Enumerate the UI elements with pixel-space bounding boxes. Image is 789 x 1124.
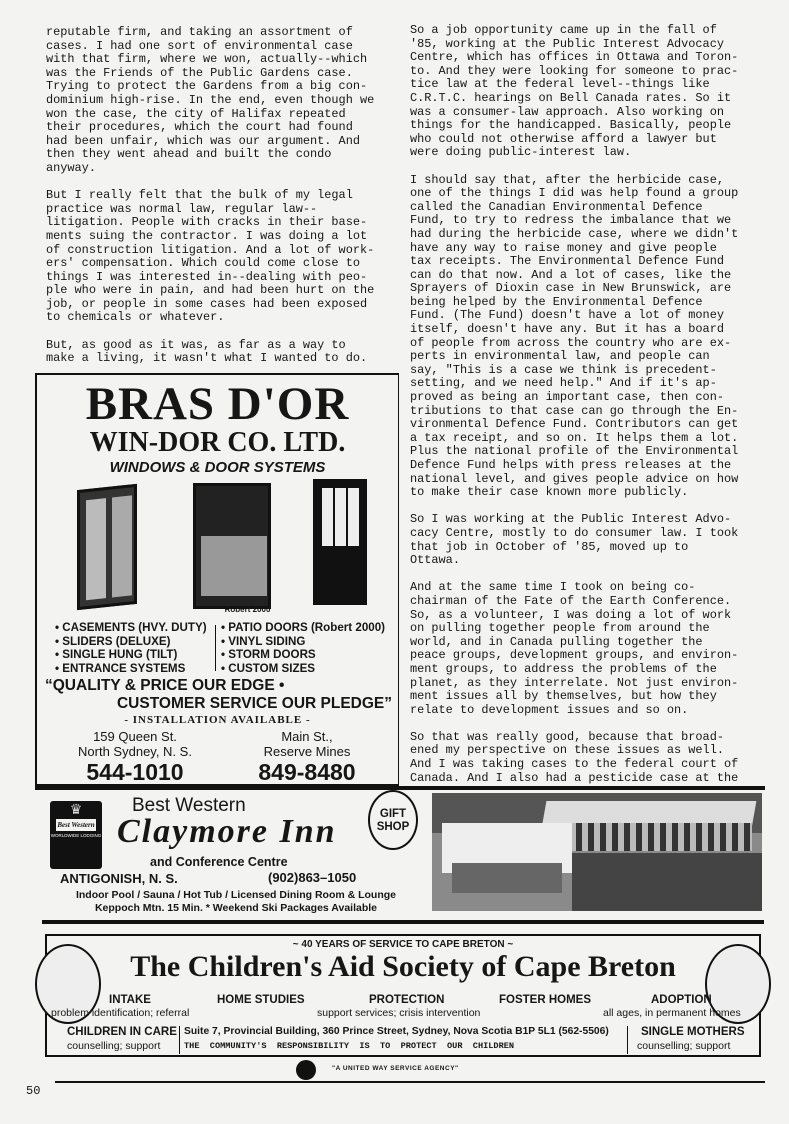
patio-door-image: [193, 483, 271, 609]
text-line: that job in October of '85, moved up to: [410, 539, 689, 554]
paragraph: [410, 581, 738, 717]
text-line: And at the same time I took on being co-: [410, 580, 696, 595]
amenities-line: Indoor Pool / Sauna / Hot Tub / Licensed Dining Room & Lounge: [75, 889, 397, 901]
text-line: cacy Centre, mostly to do consumer law. I took: [410, 525, 739, 540]
motto: THE COMMUNITY'S RESPONSIBILITY IS TO PROTECT OUR CHILDREN: [184, 1041, 515, 1051]
text-line: Trying to protect the Gardens from a big con-: [46, 79, 368, 94]
product-item: • SLIDERS (DELUXE): [55, 634, 171, 648]
service-desc: problem identification; referral: [51, 1007, 190, 1019]
text-line: perts in environmental law, and people can: [410, 349, 710, 364]
product-item: • ENTRANCE SYSTEMS: [55, 661, 186, 675]
street: 159 Queen St.: [93, 729, 177, 744]
amenities: [42, 889, 430, 915]
text-line: But, as good as it was, as far as a way to: [46, 337, 346, 352]
text-line: a tax receipt, and so on. It helps them a lot.: [410, 430, 739, 445]
text-line: called the Canadian Environmental Defence: [410, 199, 703, 214]
text-line: then they went ahead and built the condo: [46, 147, 332, 162]
text-line: But I really felt that the bulk of my legal: [46, 188, 353, 203]
text-line: to make their case known more publicly.: [410, 485, 689, 500]
united-way-note: "A UNITED WAY SERVICE AGENCY": [332, 1065, 459, 1072]
place: ANTIGONISH, N. S.: [60, 871, 178, 886]
text-line: C.R.T.C. hearings on Bell Canada rates. So it: [410, 90, 732, 105]
location-reserve-mines: [237, 729, 377, 785]
text-line: of people from across the country who are ex-: [410, 335, 732, 350]
text-line: say, "This is a case we think is precedent-: [410, 362, 717, 377]
text-line: being helped by the Environmental Defence: [410, 294, 703, 309]
text-line: Plus the national profile of the Environmental: [410, 444, 739, 459]
text-line: relate to development issues and so on.: [410, 702, 689, 717]
text-line: on pulling together people from around the: [410, 621, 710, 636]
text-line: can do that now. And a lot of cases, like the: [410, 267, 732, 282]
paragraph: [46, 189, 374, 325]
text-line: So a job opportunity came up in the fall of: [410, 23, 717, 37]
paragraph: [410, 24, 738, 160]
slogan-line-2: CUSTOMER SERVICE OUR PLEDGE”: [116, 695, 392, 712]
product-item: • CASEMENTS (HVY. DUTY): [55, 621, 207, 634]
paragraph: [410, 174, 738, 500]
section-rule: [42, 920, 764, 924]
location-north-sydney: [65, 729, 205, 785]
top-banner: ~ 40 YEARS OF SERVICE TO CAPE BRETON ~: [292, 939, 514, 950]
service-title: HOME STUDIES: [217, 994, 305, 1006]
text-line: dominium high-rise. In the end, even though we: [46, 92, 375, 107]
best-western-advertisement: [42, 795, 430, 917]
text-line: tice law at the federal level--things like: [410, 77, 710, 92]
service-title: FOSTER HOMES: [499, 994, 592, 1006]
section-rule: [55, 1081, 765, 1083]
service-title: ADOPTION: [651, 994, 712, 1006]
text-line: Fund, to try to redress the imbalance that we: [410, 213, 732, 228]
text-line: chairman of the Fate of the Earth Conference.: [410, 593, 732, 608]
text-line: '85, working at the Public Interest Advocacy: [410, 36, 724, 51]
text-line: who could not otherwise afford a lawyer but: [410, 131, 717, 146]
extras-line: Keppoch Mtn. 15 Min. * Weekend Ski Packages Available: [94, 902, 378, 914]
text-line: national level, and gives people advice on how: [410, 471, 739, 486]
text-line: ers' compensation. Which could come close to: [46, 256, 360, 271]
street: Main St.,: [281, 729, 333, 744]
text-line: with that firm, where we won, actually--which: [46, 52, 368, 67]
text-line: litigation. People with cracks in their base-: [46, 215, 368, 230]
text-line: Canada. And I also had a pesticide case at the: [410, 770, 739, 785]
childrens-aid-advertisement: [45, 934, 761, 1057]
text-line: had been unfair, which was our argument. And: [46, 133, 360, 148]
ad-subtitle: WIN-DOR CO. LTD.: [89, 427, 346, 458]
brand: Best Western: [132, 795, 246, 816]
ad-title: BRAS D'OR: [85, 378, 350, 430]
service-desc: support services; crisis intervention: [317, 1007, 481, 1019]
town: Reserve Mines: [263, 744, 351, 759]
ad-tagline: WINDOWS & DOOR SYSTEMS: [109, 459, 326, 476]
text-line: ple who were in pain, and had been hurt on the: [46, 283, 375, 298]
text-line: Fund. (The Fund) doesn't have a lot of money: [410, 308, 724, 323]
product-item: • CUSTOM SIZES: [221, 661, 316, 675]
inn-sub: and Conference Centre: [150, 855, 288, 869]
united-way-logo-icon: [296, 1060, 316, 1080]
text-line: have any way to raise money and give people: [410, 240, 717, 255]
text-line: their procedures, which the court had found: [46, 120, 353, 135]
text-line: setting, and we need help." And if it's ap-: [410, 376, 717, 391]
text-line: to. And they were looking for someone to prac-: [410, 63, 739, 78]
text-line: things I was interested in--dealing with peo-: [46, 269, 368, 284]
paragraph: [410, 731, 738, 785]
text-line: planet, as they interrelate. Not just environ-: [410, 675, 739, 690]
text-line: I should say that, after the herbicide case,: [410, 172, 724, 187]
address: Suite 7, Provincial Building, 360 Prince Street, Sydney, Nova Scotia B1P 5L1 (562-5506): [184, 1026, 609, 1037]
article-right-column: [410, 24, 738, 799]
text-line: had during the herbicide case, where we didn't: [410, 226, 739, 241]
product-item: • PATIO DOORS (Robert 2000): [221, 621, 386, 634]
inn-name: Claymore Inn: [117, 813, 337, 850]
text-line: reputable firm, and taking an assortment of: [46, 25, 353, 39]
text-line: peace groups, development groups, and environ-: [410, 648, 739, 663]
products-left: [55, 621, 207, 675]
products-right: [221, 621, 385, 675]
service-title: INTAKE: [109, 994, 151, 1006]
text-line: And I was taking cases to the federal court of: [410, 757, 739, 772]
text-line: itself, doesn't have any. But it has a board: [410, 322, 724, 337]
text-line: So I was working at the Public Interest Advo-: [410, 512, 732, 527]
text-line: job, or people in some cases had been exposed: [46, 296, 368, 311]
image-caption: Robert 2000: [224, 605, 271, 614]
text-line: practice was normal law, regular law--: [46, 201, 318, 216]
text-line: make a living, it wasn't what I wanted to do.: [46, 351, 368, 366]
crown-icon: ♛: [69, 801, 83, 817]
section-rule: [35, 786, 765, 790]
text-line: ment groups, to address the problems of the: [410, 661, 717, 676]
mothers-desc: counselling; support: [637, 1040, 731, 1052]
text-line: proved as being an important case, then con-: [410, 390, 724, 405]
text-line: things for the handicapped. Basically, people: [410, 118, 732, 133]
mothers-title: SINGLE MOTHERS: [641, 1026, 745, 1038]
divider: [179, 1026, 180, 1054]
paragraph: [410, 513, 738, 567]
text-line: was the Friends of the Public Gardens case.: [46, 65, 353, 80]
text-line: one of the things I did was help found a group: [410, 186, 739, 201]
text-line: Sprayers of Dioxin case in New Brunswick, are: [410, 281, 732, 296]
text-line: was a consumer-law approach. Also working on: [410, 104, 724, 119]
paragraph: [46, 26, 374, 176]
service-title: PROTECTION: [369, 994, 445, 1006]
text-line: Centre, which has offices in Ottawa and Toron-: [410, 50, 739, 65]
product-item: • VINYL SIDING: [221, 634, 306, 648]
paragraph: [46, 339, 374, 366]
phone: 544-1010: [86, 759, 184, 785]
text-line: So that was really good, because that broad-: [410, 729, 724, 744]
text-line: cases. I had one sort of environmental case: [46, 38, 353, 53]
text-line: ened my perspective on these issues as well.: [410, 743, 724, 758]
product-item: • SINGLE HUNG (TILT): [55, 648, 178, 661]
text-line: So, as a volunteer, I was doing a lot of work: [410, 607, 732, 622]
text-line: world, and in Canada pulling together the: [410, 634, 703, 649]
text-line: Ottawa.: [410, 553, 460, 568]
service-desc: all ages, in permanent homes: [603, 1007, 741, 1019]
society-name: The Children's Aid Society of Cape Breton: [130, 950, 676, 983]
article-left-column: [46, 26, 374, 379]
phone: 849-8480: [258, 759, 356, 785]
casement-window-image: [77, 484, 137, 610]
text-line: anyway.: [46, 160, 96, 175]
divider: [215, 625, 216, 671]
gift-shop-badge: GIFT SHOP: [368, 790, 418, 850]
best-western-logo: ♛ Best Western WORLDWIDE LODGING: [50, 801, 102, 869]
page-number: 50: [26, 1084, 41, 1098]
text-line: tax receipts. The Environmental Defence Fund: [410, 254, 724, 269]
text-line: ments suing the contractor. I was doing a lot: [46, 228, 368, 243]
inn-photo: [432, 793, 762, 911]
phone: (902)863–1050: [268, 870, 357, 885]
slogan-line-1: “QUALITY & PRICE OUR EDGE •: [45, 677, 285, 694]
care-desc: counselling; support: [67, 1040, 161, 1052]
text-line: of construction litigation. And a lot of work-: [46, 242, 375, 257]
text-line: Defence Fund helps with press releases at the: [410, 458, 732, 472]
town: North Sydney, N. S.: [78, 744, 192, 759]
installation-note: - INSTALLATION AVAILABLE -: [124, 714, 311, 726]
divider: [627, 1026, 628, 1054]
text-line: to chemicals or whatever.: [46, 310, 225, 325]
product-item: • STORM DOORS: [221, 648, 316, 661]
text-line: won the case, the city of Halifax repeated: [46, 106, 346, 121]
care-title: CHILDREN IN CARE: [67, 1026, 177, 1038]
text-line: were doing public-interest law.: [410, 145, 632, 160]
entrance-door-image: [313, 479, 367, 605]
text-line: ment issues all by themselves, but how they: [410, 689, 717, 704]
bras-dor-advertisement: [35, 373, 399, 786]
text-line: vironmental Defence Fund. Contributors can get: [410, 417, 739, 432]
text-line: tributions to that case can go through the En-: [410, 403, 739, 418]
